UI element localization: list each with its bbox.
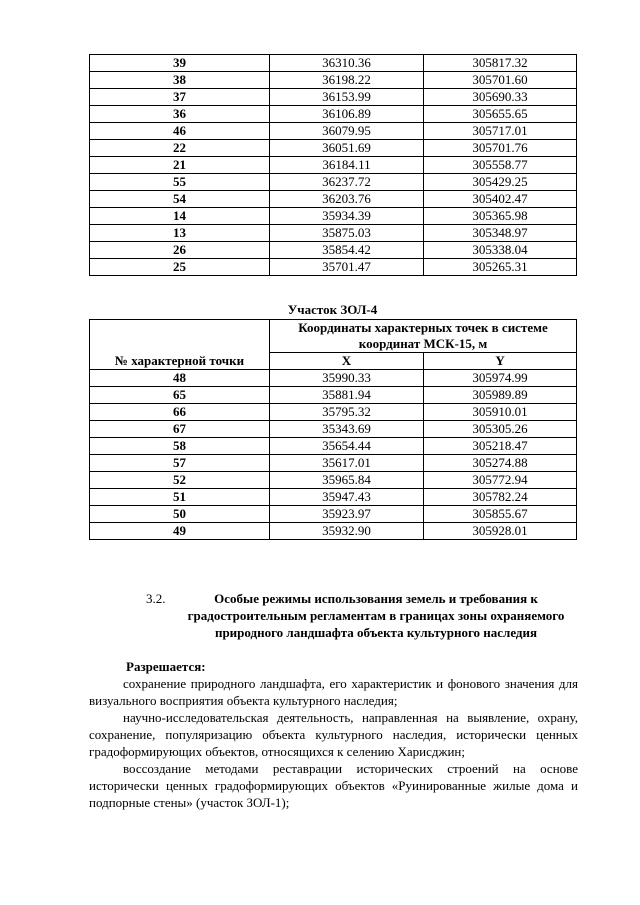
point-number-cell: 13: [90, 225, 270, 242]
header-x: X: [270, 353, 424, 370]
point-number-cell: 14: [90, 208, 270, 225]
coordinates-table-continued: [89, 54, 577, 276]
y-coordinate-cell: 305701.60: [424, 72, 577, 89]
body-text: [89, 675, 578, 811]
section-title-zol-4: Участок ЗОЛ-4: [287, 302, 378, 317]
table-row: [90, 123, 577, 140]
y-coordinate-cell: 305817.32: [424, 55, 577, 72]
x-coordinate-cell: 35881.94: [270, 387, 424, 404]
y-coordinate-cell: 305365.98: [424, 208, 577, 225]
header-coordinates: Координаты характерных точек в системе координат МСК-15, м: [270, 320, 577, 353]
point-number-cell: 26: [90, 242, 270, 259]
y-coordinate-cell: 305928.01: [424, 523, 577, 540]
point-number-cell: 55: [90, 174, 270, 191]
y-coordinate-cell: 305558.77: [424, 157, 577, 174]
point-number-cell: 52: [90, 472, 270, 489]
x-coordinate-cell: 36051.69: [270, 140, 424, 157]
y-coordinate-cell: 305910.01: [424, 404, 577, 421]
table-row: [90, 55, 577, 72]
y-coordinate-cell: 305429.25: [424, 174, 577, 191]
coordinates-table-zol-4: [89, 319, 577, 540]
x-coordinate-cell: 36153.99: [270, 89, 424, 106]
table-row: [90, 106, 577, 123]
point-number-cell: 39: [90, 55, 270, 72]
y-coordinate-cell: 305402.47: [424, 191, 577, 208]
point-number-cell: 49: [90, 523, 270, 540]
coordinates-table-body: [90, 55, 577, 276]
y-coordinate-cell: 305338.04: [424, 242, 577, 259]
x-coordinate-cell: 36198.22: [270, 72, 424, 89]
table-row: [90, 259, 577, 276]
section-heading: Особые режимы использования земель и требования к градостроительным регламентам в границах зоны охраняемого природного ландшафта объекта культурного наследия: [187, 591, 565, 640]
x-coordinate-cell: 36310.36: [270, 55, 424, 72]
point-number-cell: 66: [90, 404, 270, 421]
point-number-cell: 37: [90, 89, 270, 106]
table-row: [90, 89, 577, 106]
x-coordinate-cell: 36184.11: [270, 157, 424, 174]
x-coordinate-cell: 35795.32: [270, 404, 424, 421]
table-row: [90, 174, 577, 191]
table-row: [90, 489, 577, 506]
y-coordinate-cell: 305265.31: [424, 259, 577, 276]
paragraph: научно-исследовательская деятельность, направленная на выявление, охрану, сохранение, популяризацию объекта культурного наследия, исторически ценных градоформирующих объектов, относящихся к селению Харисджин;: [89, 710, 578, 759]
y-coordinate-cell: 305772.94: [424, 472, 577, 489]
x-coordinate-cell: 35965.84: [270, 472, 424, 489]
coordinates-table-header: [90, 320, 577, 370]
point-number-cell: 54: [90, 191, 270, 208]
table-row: [90, 421, 577, 438]
point-number-cell: 38: [90, 72, 270, 89]
point-number-cell: 57: [90, 455, 270, 472]
point-number-cell: 22: [90, 140, 270, 157]
coordinates-table-body: [90, 370, 577, 540]
table-row: [90, 191, 577, 208]
table-row: [90, 72, 577, 89]
point-number-cell: 50: [90, 506, 270, 523]
point-number-cell: 58: [90, 438, 270, 455]
section-number: 3.2.: [146, 591, 166, 606]
y-coordinate-cell: 305782.24: [424, 489, 577, 506]
y-coordinate-cell: 305655.65: [424, 106, 577, 123]
table-row: [90, 455, 577, 472]
header-y: Y: [424, 353, 577, 370]
table-row: [90, 242, 577, 259]
x-coordinate-cell: 35854.42: [270, 242, 424, 259]
table-row: [90, 157, 577, 174]
x-coordinate-cell: 35934.39: [270, 208, 424, 225]
paragraph: воссоздание методами реставрации исторических строений на основе исторически ценных градоформирующих объектов «Руинированные жилые дома и подпорные стены» (участок ЗОЛ-1);: [89, 761, 578, 810]
x-coordinate-cell: 35947.43: [270, 489, 424, 506]
x-coordinate-cell: 35654.44: [270, 438, 424, 455]
y-coordinate-cell: 305274.88: [424, 455, 577, 472]
x-coordinate-cell: 35923.97: [270, 506, 424, 523]
point-number-cell: 51: [90, 489, 270, 506]
point-number-cell: 25: [90, 259, 270, 276]
point-number-cell: 21: [90, 157, 270, 174]
point-number-cell: 36: [90, 106, 270, 123]
y-coordinate-cell: 305974.99: [424, 370, 577, 387]
x-coordinate-cell: 35343.69: [270, 421, 424, 438]
allowed-label: Разрешается:: [126, 659, 206, 674]
x-coordinate-cell: 36106.89: [270, 106, 424, 123]
x-coordinate-cell: 35617.01: [270, 455, 424, 472]
table-row: [90, 472, 577, 489]
table-row: [90, 140, 577, 157]
x-coordinate-cell: 36237.72: [270, 174, 424, 191]
x-coordinate-cell: 35932.90: [270, 523, 424, 540]
y-coordinate-cell: 305348.97: [424, 225, 577, 242]
y-coordinate-cell: 305717.01: [424, 123, 577, 140]
table-row: [90, 225, 577, 242]
point-number-cell: 67: [90, 421, 270, 438]
x-coordinate-cell: 36203.76: [270, 191, 424, 208]
point-number-cell: 65: [90, 387, 270, 404]
x-coordinate-cell: 36079.95: [270, 123, 424, 140]
y-coordinate-cell: 305690.33: [424, 89, 577, 106]
table-row: [90, 370, 577, 387]
table-row: [90, 438, 577, 455]
y-coordinate-cell: 305701.76: [424, 140, 577, 157]
point-number-cell: 48: [90, 370, 270, 387]
point-number-cell: 46: [90, 123, 270, 140]
y-coordinate-cell: 305989.89: [424, 387, 577, 404]
table-row: [90, 387, 577, 404]
y-coordinate-cell: 305305.26: [424, 421, 577, 438]
x-coordinate-cell: 35701.47: [270, 259, 424, 276]
table-row: [90, 208, 577, 225]
header-point-number: № характерной точки: [90, 320, 270, 370]
table-row: [90, 506, 577, 523]
y-coordinate-cell: 305218.47: [424, 438, 577, 455]
paragraph: сохранение природного ландшафта, его характеристик и фонового значения для визуального восприятия объекта культурного наследия;: [89, 676, 578, 708]
table-row: [90, 523, 577, 540]
x-coordinate-cell: 35875.03: [270, 225, 424, 242]
x-coordinate-cell: 35990.33: [270, 370, 424, 387]
table-row: [90, 404, 577, 421]
y-coordinate-cell: 305855.67: [424, 506, 577, 523]
